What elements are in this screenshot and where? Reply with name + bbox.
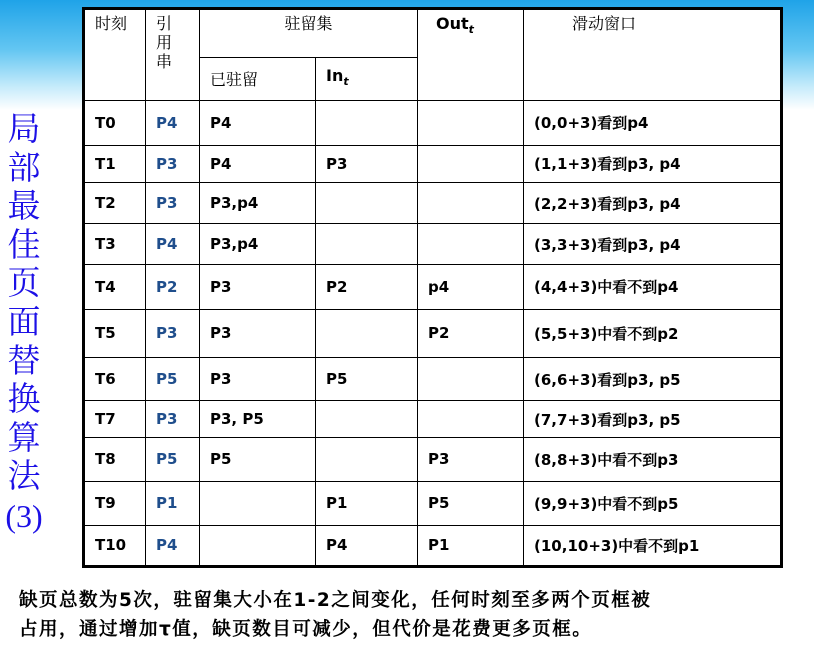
cell-time: T5: [84, 309, 146, 357]
table-row: [84, 481, 782, 525]
cell-in: P5: [316, 357, 418, 400]
header-window: 滑动窗口: [524, 9, 782, 101]
cell-out: P1: [418, 525, 524, 566]
cell-resident: P4: [200, 145, 316, 182]
title-char: 佳: [7, 224, 41, 264]
table-row: [84, 401, 782, 438]
cell-window: (5,5+3)中看不到p2: [524, 309, 782, 357]
cell-time: T4: [84, 265, 146, 309]
cell-time: T7: [84, 401, 146, 438]
header-resident-set: 驻留集: [200, 9, 418, 58]
cell-window: (6,6+3)看到p3, p5: [524, 357, 782, 400]
cell-resident: [200, 481, 316, 525]
cell-time: T3: [84, 224, 146, 265]
title-char: 法: [7, 456, 41, 496]
cell-ref: P1: [146, 481, 200, 525]
table-header-row: [84, 9, 782, 58]
cell-resident: P4: [200, 100, 316, 145]
cell-in: P4: [316, 525, 418, 566]
cell-ref: P5: [146, 438, 200, 481]
header-out: [418, 9, 524, 101]
cell-ref: P2: [146, 265, 200, 309]
cell-ref: P4: [146, 224, 200, 265]
cell-time: T8: [84, 438, 146, 481]
table-row: [84, 224, 782, 265]
table-row: [84, 265, 782, 309]
cell-in: [316, 438, 418, 481]
cell-resident: P3,p4: [200, 182, 316, 223]
cell-in: [316, 224, 418, 265]
cell-in: [316, 309, 418, 357]
cell-in: P2: [316, 265, 418, 309]
cell-time: T9: [84, 481, 146, 525]
table-row: [84, 100, 782, 145]
cell-time: T0: [84, 100, 146, 145]
table-row: [84, 525, 782, 566]
cell-ref: P3: [146, 145, 200, 182]
cell-window: (4,4+3)中看不到p4: [524, 265, 782, 309]
cell-window: (3,3+3)看到p3, p4: [524, 224, 782, 265]
cell-out: [418, 357, 524, 400]
table-row: [84, 309, 782, 357]
cell-time: T6: [84, 357, 146, 400]
caption-line-1: 缺页总数为5次，驻留集大小在1-2之间变化，任何时刻至多两个页框被: [19, 590, 652, 611]
table-row: [84, 145, 782, 182]
header-in-sub: t: [343, 75, 349, 89]
caption: [19, 586, 809, 644]
header-out-main: Out: [436, 14, 469, 33]
title-char: 页: [7, 263, 41, 303]
title-char: 部: [7, 147, 41, 187]
cell-out: [418, 145, 524, 182]
cell-in: P1: [316, 481, 418, 525]
slide-title-vertical: [2, 110, 46, 538]
cell-time: T1: [84, 145, 146, 182]
title-suffix: (3): [5, 497, 43, 534]
cell-window: (7,7+3)看到p3, p5: [524, 401, 782, 438]
cell-out: [418, 224, 524, 265]
cell-ref: P4: [146, 100, 200, 145]
cell-window: (2,2+3)看到p3, p4: [524, 182, 782, 223]
cell-window: (8,8+3)中看不到p3: [524, 438, 782, 481]
cell-resident: P3: [200, 265, 316, 309]
header-ref: 引用串: [146, 9, 200, 101]
cell-window: (1,1+3)看到p3, p4: [524, 145, 782, 182]
table-row: [84, 357, 782, 400]
cell-out: P2: [418, 309, 524, 357]
cell-time: T10: [84, 525, 146, 566]
cell-out: p4: [418, 265, 524, 309]
title-char: 替: [7, 340, 41, 380]
cell-ref: P3: [146, 309, 200, 357]
cell-resident: P5: [200, 438, 316, 481]
title-char: 换: [7, 379, 41, 419]
cell-resident: P3, P5: [200, 401, 316, 438]
header-time: 时刻: [84, 9, 146, 101]
header-already-resident: 已驻留: [200, 58, 316, 100]
cell-resident: P3,p4: [200, 224, 316, 265]
cell-out: [418, 182, 524, 223]
cell-window: (0,0+3)看到p4: [524, 100, 782, 145]
title-char: 局: [7, 109, 41, 148]
table-row: [84, 438, 782, 481]
cell-in: P3: [316, 145, 418, 182]
page-replacement-table: [82, 7, 783, 568]
title-char: 最: [7, 186, 41, 226]
header-in: [316, 58, 418, 100]
cell-in: [316, 401, 418, 438]
cell-ref: P4: [146, 525, 200, 566]
cell-resident: P3: [200, 309, 316, 357]
cell-resident: [200, 525, 316, 566]
header-out-sub: t: [468, 23, 474, 37]
cell-window: (9,9+3)中看不到p5: [524, 481, 782, 525]
cell-out: P5: [418, 481, 524, 525]
table-row: [84, 182, 782, 223]
cell-in: [316, 100, 418, 145]
cell-ref: P5: [146, 357, 200, 400]
cell-out: [418, 401, 524, 438]
cell-out: [418, 100, 524, 145]
header-in-main: In: [326, 66, 344, 86]
title-char: 算: [7, 417, 41, 457]
cell-out: P3: [418, 438, 524, 481]
cell-resident: P3: [200, 357, 316, 400]
caption-line-2: 占用，通过增加τ值，缺页数目可减少，但代价是花费更多页框。: [19, 619, 593, 640]
title-char: 面: [7, 301, 41, 341]
cell-time: T2: [84, 182, 146, 223]
cell-ref: P3: [146, 182, 200, 223]
cell-in: [316, 182, 418, 223]
cell-ref: P3: [146, 401, 200, 438]
cell-window: (10,10+3)中看不到p1: [524, 525, 782, 566]
